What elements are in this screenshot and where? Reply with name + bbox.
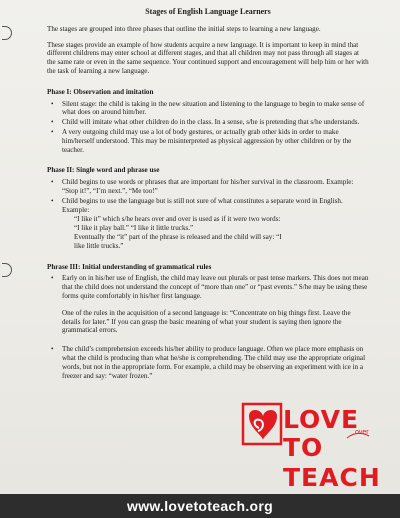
intro-paragraph: These stages provide an example of how students acquire a new language. It is important to keep in mind that different childrens may enter school at different stages, and that all children may not pass through all stages at the same rate or even in the same sequence. Your continued support and encouragement will help him or her with the task of learning a new language. xyxy=(47,40,369,75)
list-item: • Early on in his/her use of English, the child may leave out plurals or past tense markers. This does not mean that the child does not understand the concept of “more than one” or “past events.” S/he may be using these forms quite comfortably in his/her first language. xyxy=(47,274,369,300)
example-block xyxy=(47,215,369,250)
sub-paragraph: One of the rules in the acquisition of a second language is: “Concentrate on big things first. Leave the details for later.” If you can grasp the basic meaning of what your student is saying then ignore the grammatical errors. xyxy=(62,308,351,335)
binder-hole xyxy=(2,263,12,277)
example-line: “I like it play ball.” “I like it little trucks.” xyxy=(74,224,194,233)
list-item: • Child begins to use words or phrases that are important for his/her survival in the classroom. Example: “Stop it!”, “I’m next.”, “Me too!” xyxy=(47,178,369,196)
phase2-heading: Phase II: Single word and phrase use xyxy=(47,166,160,175)
footer-url[interactable]: www.lovetoteach.org xyxy=(0,494,400,518)
love-to-teach-logo xyxy=(239,400,399,494)
phase2-list xyxy=(47,178,369,214)
example-line: like little trucks.” xyxy=(74,241,124,250)
example-line: “I like it” which s/he hears over and over is used as if it were two words: xyxy=(74,215,281,224)
logo-to: TO xyxy=(283,433,324,462)
logo-teach: TEACH xyxy=(283,463,381,492)
phase3-list-2 xyxy=(47,345,369,380)
list-item: • A very outgoing child may use a lot of body gestures, or actually grab other kids in order to make him/herself understood. This may be misinterpreted as physical aggression by other children or by the teacher. xyxy=(47,128,369,154)
binder-hole xyxy=(2,26,12,40)
phase1-heading: Phase I: Observation and imitation xyxy=(47,87,154,96)
list-item: • Child begins to use the language but is still not sure of what constitutes a separate word in English. Example: xyxy=(47,197,369,215)
phase1-list xyxy=(47,100,369,155)
example-line: Eventually the “it” part of the phrase is released and the child will say: “I xyxy=(74,232,282,241)
list-item: • Child will imitate what other children do in the class. In a sense, s/he is pretending that s/he understands. xyxy=(47,118,369,127)
intro-paragraph: The stages are grouped into three phases that outline the initial steps to learning a new language. xyxy=(47,24,321,33)
list-item: • Silent stage: the child is taking in the new situation and listening to the language to begin to make sense of what does on around him/her. xyxy=(47,100,369,118)
logo-love: LOVE xyxy=(283,405,360,434)
phase3-list xyxy=(47,274,369,300)
logo-over: over xyxy=(355,429,369,436)
document-title: Stages of English Language Learners xyxy=(145,7,271,16)
document-body xyxy=(47,8,369,381)
list-item: • The child’s comprehension exceeds his/her ability to produce language. Often we place more emphasis on what the child is producing than what he/she is comprehending. The child may use the appropriate original words, but not in the appropriate form. For example, a child may be observing an experiment with ice in a freezer and say: “water frozen.” xyxy=(47,345,369,380)
phase3-heading: Phrase III: Initial understanding of grammatical rules xyxy=(47,262,212,271)
